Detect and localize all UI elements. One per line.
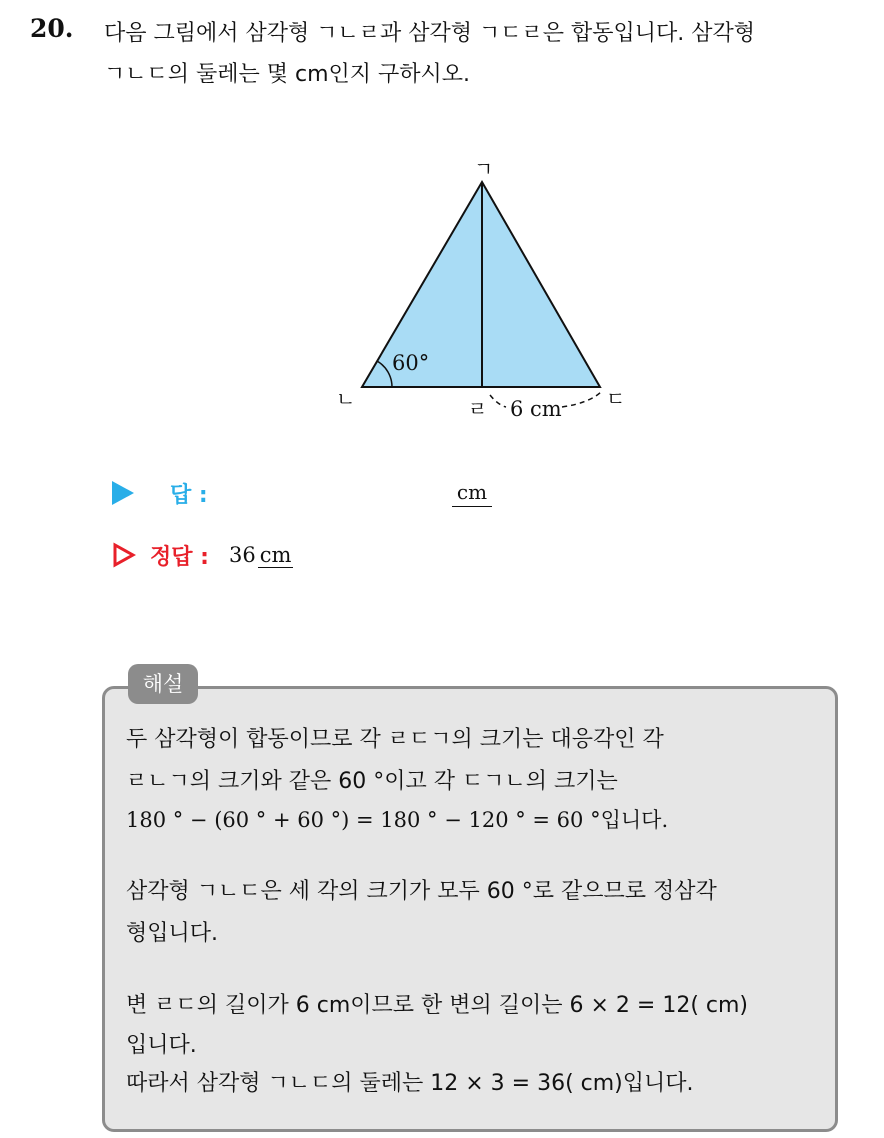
solution-line-2: ㄹㄴㄱ의 크기와 같은 60 °이고 각 ㄷㄱㄴ의 크기는 xyxy=(126,769,618,794)
solution-tab: 해설 xyxy=(128,664,198,704)
angle-label: 60° xyxy=(392,351,430,375)
correct-answer-label: 정답 : xyxy=(150,544,209,570)
correct-answer-row xyxy=(112,538,293,572)
solution-line-4: 삼각형 ㄱㄴㄷ은 세 각의 크기가 모두 60 °로 같으므로 정삼각 xyxy=(126,879,717,904)
solution-line-7: 입니다. xyxy=(126,1033,197,1058)
vertex-label-mid: ㄹ xyxy=(468,397,488,421)
vertex-label-left: ㄴ xyxy=(336,387,356,411)
play-triangle-icon xyxy=(112,481,134,505)
triangle-figure xyxy=(320,145,640,435)
vertex-label-right: ㄷ xyxy=(606,387,626,411)
correct-answer-unit: cm xyxy=(259,542,292,567)
correct-answer-value: 36 xyxy=(228,543,256,567)
solution-line-8: 따라서 삼각형 ㄱㄴㄷ의 둘레는 12 × 3 = 36( cm)입니다. xyxy=(126,1071,694,1096)
question-text-line-2: ㄱㄴㄷ의 둘레는 몇 cm인지 구하시오. xyxy=(104,62,471,87)
solution-line-5: 형입니다. xyxy=(126,921,219,946)
answer-blank-unit: cm xyxy=(452,478,492,507)
solution-line-1: 두 삼각형이 합동이므로 각 ㄹㄷㄱ의 크기는 대응각인 각 xyxy=(126,727,664,752)
question-number: 20. xyxy=(30,14,74,43)
answer-label: 답 : xyxy=(170,482,208,508)
vertex-label-top: ㄱ xyxy=(474,157,494,181)
solution-line-6: 변 ㄹㄷ의 길이가 6 cm이므로 한 변의 길이는 6 × 2 = 12( cm) xyxy=(126,993,749,1018)
solution-line-3: 180 ° − (60 ° + 60 °) = 180 ° − 120 ° = 60 °입니다. xyxy=(126,808,669,832)
length-label: 6 cm xyxy=(510,397,562,421)
outline-triangle-icon xyxy=(112,542,136,568)
question-text-line-1: 다음 그림에서 삼각형 ㄱㄴㄹ과 삼각형 ㄱㄷㄹ은 합동입니다. 삼각형 xyxy=(104,21,756,46)
answer-row xyxy=(112,476,208,510)
triangle-diagram xyxy=(320,145,640,435)
